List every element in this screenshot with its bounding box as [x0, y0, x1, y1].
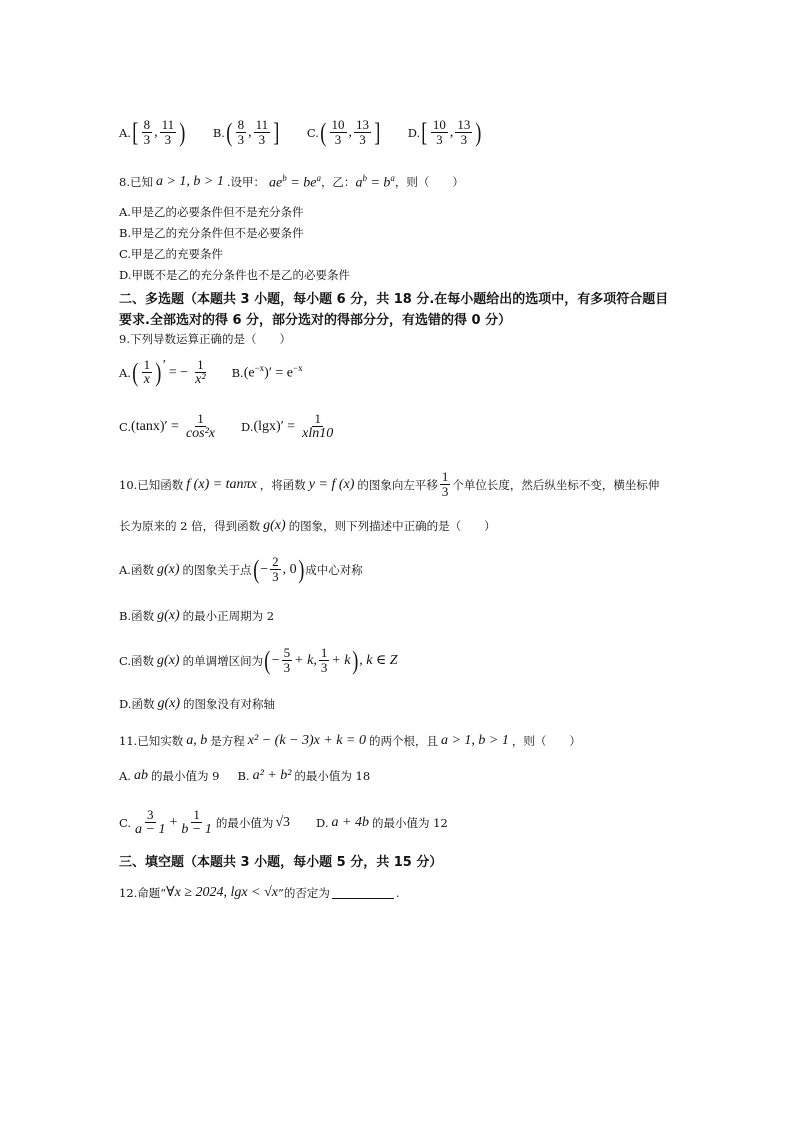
fraction: $\frac{1}{3}$: [441, 469, 449, 499]
q11-option-a[interactable]: A. ab 的最小值为 9: [119, 768, 220, 783]
q9-option-c[interactable]: C. (tanx)′ = $\frac{1}{\text{cos²x}}$: [119, 411, 216, 441]
fraction: $\frac{8}{3}$: [143, 117, 151, 147]
q9-options-cd: [119, 412, 337, 441]
q10-option-d[interactable]: D.函数 g(x) 的图象没有对称轴: [119, 696, 276, 711]
fraction: $\frac{2}{3}$: [272, 554, 279, 584]
q8-option-b[interactable]: B.甲是乙的充分条件但不是必要条件: [119, 226, 304, 240]
fraction: $\frac{8}{3}$: [237, 117, 245, 147]
q10-option-c[interactable]: C.函数 g(x) 的单调增区间为 ( − $\frac{5}{3}$ + k, $\frac{1}{3}$ + k ) , k ∈ Z: [119, 645, 398, 675]
q7-options: [119, 118, 483, 147]
fraction: $\frac{1}{\text{cos²x}}$: [185, 411, 216, 441]
q11-option-d[interactable]: D. a + 4b 的最小值为 12: [316, 814, 448, 830]
q9-options-ab: [119, 358, 303, 387]
fraction: $\frac{10}{3}$: [432, 117, 446, 147]
q8-stem: 8.已知 a > 1, b > 1 .设甲： $ae^b = be^a$ ，乙： $a^b = b^a$ ，则（ ）: [119, 173, 464, 191]
fraction: $\frac{5}{3}$: [283, 645, 291, 675]
answer-blank[interactable]: [332, 886, 394, 899]
q10-stem-line2: 长为原来的 2 倍，得到函数 g(x) 的图象，则下列描述中正确的是（ ）: [119, 518, 496, 533]
q7-option-d[interactable]: D. [ $\frac{10}{3}$ , $\frac{13}{3}$ ): [407, 117, 482, 147]
q9-option-d[interactable]: D. (lgx)′ = $\frac{1}{xln10}$: [241, 411, 334, 441]
q7-option-a[interactable]: A. [ $\frac{8}{3}$ , $\frac{11}{3}$ ): [119, 117, 186, 147]
fraction: $\frac{13}{3}$: [457, 117, 471, 147]
section-2-heading-line1: 二、多选题（本题共 3 小题，每小题 6 分，共 18 分.在每小题给出的选项中，有多项符合题目: [119, 292, 669, 307]
section-3-heading: 三、填空题（本题共 3 小题，每小题 5 分，共 15 分）: [119, 855, 443, 870]
fraction: $\frac{11}{3}$: [255, 117, 269, 147]
fraction: $\frac{1}{xln10}$: [302, 411, 334, 441]
q9-stem: 9.下列导数运算正确的是（ ）: [119, 332, 291, 346]
q10-option-b[interactable]: B.函数 g(x) 的最小正周期为 2: [119, 608, 275, 623]
q8-option-c[interactable]: C.甲是乙的充要条件: [119, 247, 224, 261]
q8-option-d[interactable]: D.甲既不是乙的充分条件也不是乙的必要条件: [119, 268, 350, 282]
fraction: $\frac{1}{3}$: [320, 645, 328, 675]
q8-option-a[interactable]: A.甲是乙的必要条件但不是充分条件: [119, 205, 304, 219]
q12-stem: 12.命题“ ∀x ≥ 2024, lgx < √x ”的否定为 .: [119, 885, 400, 900]
q9-option-b[interactable]: B. $(e^{-x})' = e^{-x}$: [231, 363, 303, 381]
section-2-heading-line2: 要求.全部选对的得 6 分，部分选对的得部分分，有选错的得 0 分）: [119, 313, 512, 328]
fraction: $\frac{1}{b - 1}$: [181, 807, 212, 837]
q9-option-a[interactable]: A. ( $\frac{1}{x}$ ) ′ = − $\frac{1}{\text{x²}}$: [119, 357, 206, 387]
q10-stem-line1: 10.已知函数 f (x) = tanπx ，将函数 y = f (x) 的图象向左平移 $\frac{1}{3}$ 个单位长度，然后纵坐标不变，横坐标伸: [119, 469, 660, 499]
q11-options-ab: [119, 768, 370, 784]
q11-options-cd: [119, 808, 448, 837]
q11-option-b[interactable]: B. a² + b² 的最小值为 18: [237, 768, 371, 783]
q11-option-c[interactable]: C. $\frac{3}{a - 1}$ + $\frac{1}{b - 1}$ 的最小值为 √3: [119, 807, 291, 837]
fraction: $\frac{10}{3}$: [331, 117, 345, 147]
fraction: $\frac{1}{\text{x²}}$: [195, 357, 206, 387]
fraction: $\frac{3}{a - 1}$: [135, 807, 166, 837]
fraction: $\frac{1}{x}$: [143, 357, 151, 387]
q11-stem: 11.已知实数 a, b 是方程 x² − (k − 3)x + k = 0 的两个根，且 a > 1, b > 1 ，则（ ）: [119, 733, 581, 748]
q7-option-c[interactable]: C. ( $\frac{10}{3}$ , $\frac{13}{3}$ ]: [306, 117, 381, 147]
q7-option-b[interactable]: B. ( $\frac{8}{3}$ , $\frac{11}{3}$ ]: [212, 117, 280, 147]
q10-option-a[interactable]: A.函数 g(x) 的图象关于点 ( − $\frac{2}{3}$ , 0 ) 成中心对称: [119, 554, 363, 584]
fraction: $\frac{11}{3}$: [161, 117, 175, 147]
fraction: $\frac{13}{3}$: [356, 117, 370, 147]
